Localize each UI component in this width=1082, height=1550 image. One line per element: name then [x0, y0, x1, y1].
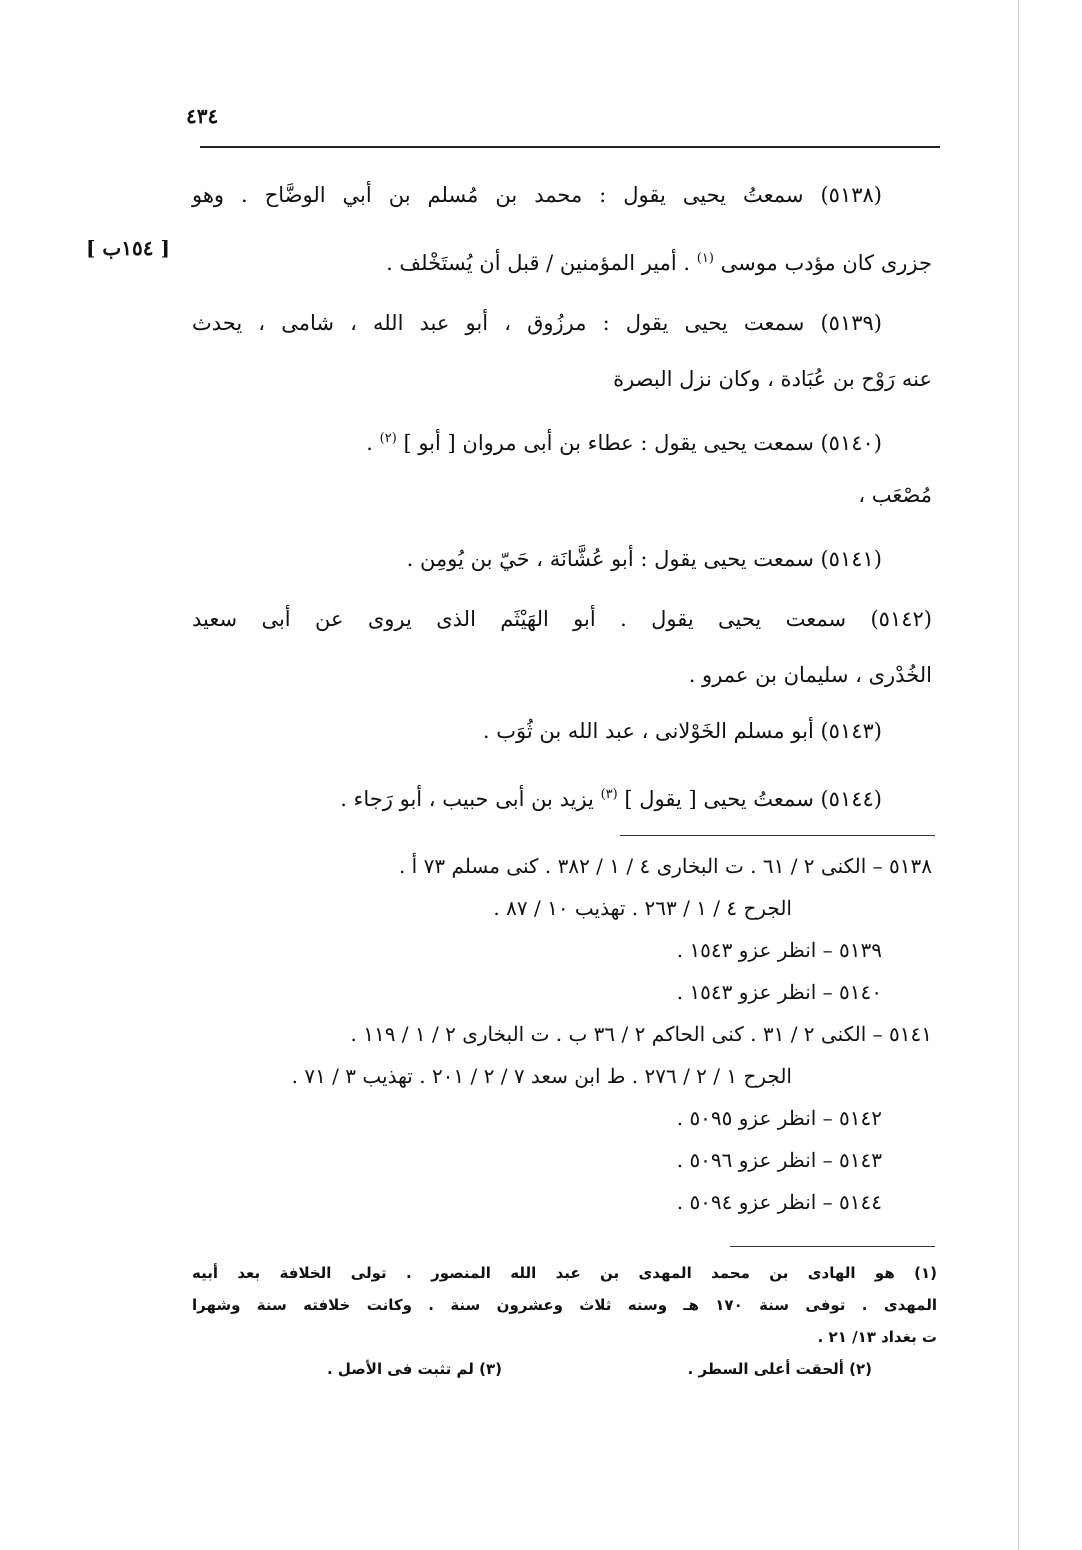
entry-5142-line-2: الخُدْرى ، سليمان بن عمرو . — [688, 663, 932, 687]
footnote-1-line-3: ت بغداد ١٣/ ٢١ . — [817, 1328, 937, 1346]
reference-5141-line-1: ٥١٤١ – الكنى ٢ / ٣١ . كنى الحاكم ٢ / ٣٦ ب . ت البخارى ٢ / ١ / ١١٩ . — [350, 1022, 932, 1046]
entry-5139-line-2: عنه رَوْح بن عُبَادة ، وكان نزل البصرة — [613, 367, 932, 391]
page-number: ٤٣٤ — [186, 104, 219, 128]
footnote-2: (٢) ألحقت أعلى السطر . — [687, 1360, 872, 1378]
entry-5140-line-1a: (٥١٤٠) سمعت يحيى يقول : عطاء بن أبى مروان [ أبو ] — [403, 431, 882, 455]
footnotes-separator-rule — [730, 1246, 935, 1247]
entry-5141-line-1: (٥١٤١) سمعت يحيى يقول : أبو عُشَّانَة ، حَيّ بن يُومِن . — [406, 547, 882, 571]
entry-5144-line-1 — [192, 780, 882, 814]
reference-5144: ٥١٤٤ – انظر عزو ٥٠٩٤ . — [676, 1190, 882, 1214]
header-rule — [200, 146, 940, 148]
margin-folio-reference: [ ١٥٤ب ] — [86, 236, 170, 260]
entry-5138-line-2a: جزرى كان مؤدب موسى — [720, 251, 932, 275]
reference-5140: ٥١٤٠ – انظر عزو ١٥٤٣ . — [676, 980, 882, 1004]
entry-5139-line-1: (٥١٣٩) سمعت يحيى يقول : مرزُوق ، أبو عبد الله ، شامى ، يحدث — [192, 311, 882, 335]
entry-5138-line-2b: . أمير المؤمنين / قبل أن يُستَخْلف . — [386, 251, 691, 275]
reference-5138-line-1: ٥١٣٨ – الكنى ٢ / ٦١ . ت البخارى ٤ / ١ / ٣٨٢ . كنى مسلم ٧٣ أ . — [398, 854, 932, 878]
reference-5142: ٥١٤٢ – انظر عزو ٥٠٩٥ . — [676, 1106, 882, 1130]
entry-5144-line-1a: (٥١٤٤) سمعتُ يحيى [ يقول ] — [624, 787, 882, 811]
entry-5140-line-2: مُصْعَب ، — [858, 483, 932, 507]
footnote-3: (٣) لم تثبت فى الأصل . — [326, 1360, 502, 1378]
entry-5142-line-1: (٥١٤٢) سمعت يحيى يقول . أبو الهَيْثَم الذى يروى عن أبى سعيد — [192, 607, 932, 631]
entry-5140-line-1 — [192, 424, 882, 458]
entry-5138-line-1: (٥١٣٨) سمعتُ يحيى يقول : محمد بن مُسلم بن أبي الوضَّاح . وهو — [192, 183, 882, 207]
footnote-marker-1: (١) — [696, 251, 714, 266]
reference-5138-line-2: الجرح ٤ / ١ / ٢٦٣ . تهذيب ١٠ / ٨٧ . — [493, 896, 792, 920]
footnote-1-line-2: المهدى . توفى سنة ١٧٠ هـ وسنه ثلاث وعشرون سنة . وكانت خلافته سنة وشهرا — [192, 1296, 937, 1314]
footnote-1-line-1: (١) هو الهادى بن محمد المهدى بن عبد الله المنصور . تولى الخلافة بعد أبيه — [192, 1264, 937, 1282]
footnote-marker-2: (٢) — [379, 431, 397, 446]
entry-5140-line-1b: . — [366, 431, 373, 455]
entry-5144-line-1b: يزيد بن أبى حبيب ، أبو رَجاء . — [340, 787, 594, 811]
page-edge-line — [1018, 0, 1019, 1550]
reference-5139: ٥١٣٩ – انظر عزو ١٥٤٣ . — [676, 938, 882, 962]
reference-5143: ٥١٤٣ – انظر عزو ٥٠٩٦ . — [676, 1148, 882, 1172]
entry-5143-line-1: (٥١٤٣) أبو مسلم الخَوْلانى ، عبد الله بن ثُوَب . — [482, 719, 882, 743]
references-separator-rule — [620, 835, 935, 836]
reference-5141-line-2: الجرح ١ / ٢ / ٢٧٦ . ط ابن سعد ٧ / ٢ / ٢٠١ . تهذيب ٣ / ٧١ . — [291, 1064, 792, 1088]
footnote-marker-3: (٣) — [600, 787, 618, 802]
entry-5138-line-2 — [242, 244, 932, 278]
